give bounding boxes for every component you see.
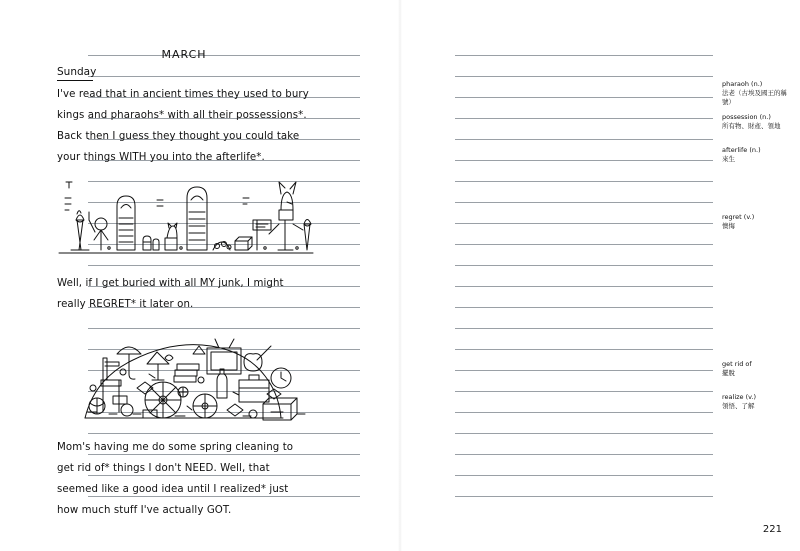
ruled-line (455, 202, 713, 203)
journal-paragraph-2: Well, if I get buried with all MY junk, I might really REGRET* it later on. (57, 278, 284, 310)
glossary-entry (722, 393, 794, 411)
glossary-definition: 領悟、了解 (722, 402, 755, 410)
ruled-line (455, 391, 713, 392)
ruled-line (455, 244, 713, 245)
ruled-line (455, 328, 713, 329)
glossary-term: afterlife (n.) (722, 146, 761, 154)
ruled-line (455, 454, 713, 455)
ruled-line (455, 496, 713, 497)
month-header: MARCH (161, 48, 207, 61)
journal-paragraph-3: Mom's having me do some spring cleaning to get rid of* things I don't NEED. Well, that seemed like a good idea until I realized* just how much stuff I've actually GOT. (57, 442, 294, 516)
journal-paragraph-1: I've read that in ancient times they used to bury kings and pharaohs* with all their possessions*. Back then I guess they thought you could take your things WITH you into the afterlife*. (57, 89, 309, 163)
ruled-line (455, 475, 713, 476)
illustration-tomb-scene (57, 158, 315, 263)
day-label-underline (57, 80, 93, 81)
glossary-definition: 法老（古埃及國王的稱號） (722, 89, 787, 106)
ruled-line (455, 370, 713, 371)
ruled-line (455, 286, 713, 287)
glossary-definition: 所有物、財產、領地 (722, 122, 781, 130)
ruled-line (455, 265, 713, 266)
glossary-term: pharaoh (n.) (722, 80, 763, 88)
day-label: Sunday (57, 66, 97, 78)
glossary-definition: 擺脫 (722, 369, 735, 377)
glossary-term: get rid of (722, 360, 752, 368)
ruled-line (455, 307, 713, 308)
illustration-junk-pile (57, 318, 315, 428)
ruled-line (455, 97, 713, 98)
ruled-line (455, 118, 713, 119)
ruled-line (455, 349, 713, 350)
glossary-entry (722, 213, 794, 231)
glossary-entry (722, 113, 794, 131)
ruled-line (455, 181, 713, 182)
ruled-line (88, 76, 360, 77)
glossary-term: regret (v.) (722, 213, 755, 221)
glossary-entry (722, 80, 794, 107)
glossary-definition: 來生 (722, 155, 735, 163)
ruled-line (455, 160, 713, 161)
ruled-line (455, 223, 713, 224)
glossary-term: realize (v.) (722, 393, 757, 401)
ruled-line (455, 433, 713, 434)
right-page-ruled-lines (455, 55, 713, 495)
glossary-definition: 懊悔 (722, 222, 735, 230)
glossary-entry (722, 146, 794, 164)
ruled-line (455, 55, 713, 56)
ruled-line (88, 433, 360, 434)
page-number: 221 (762, 524, 782, 535)
ruled-line (88, 265, 360, 266)
ruled-line (455, 139, 713, 140)
glossary-term: possession (n.) (722, 113, 771, 121)
ruled-line (455, 412, 713, 413)
ruled-line (455, 76, 713, 77)
glossary-entry (722, 360, 794, 378)
